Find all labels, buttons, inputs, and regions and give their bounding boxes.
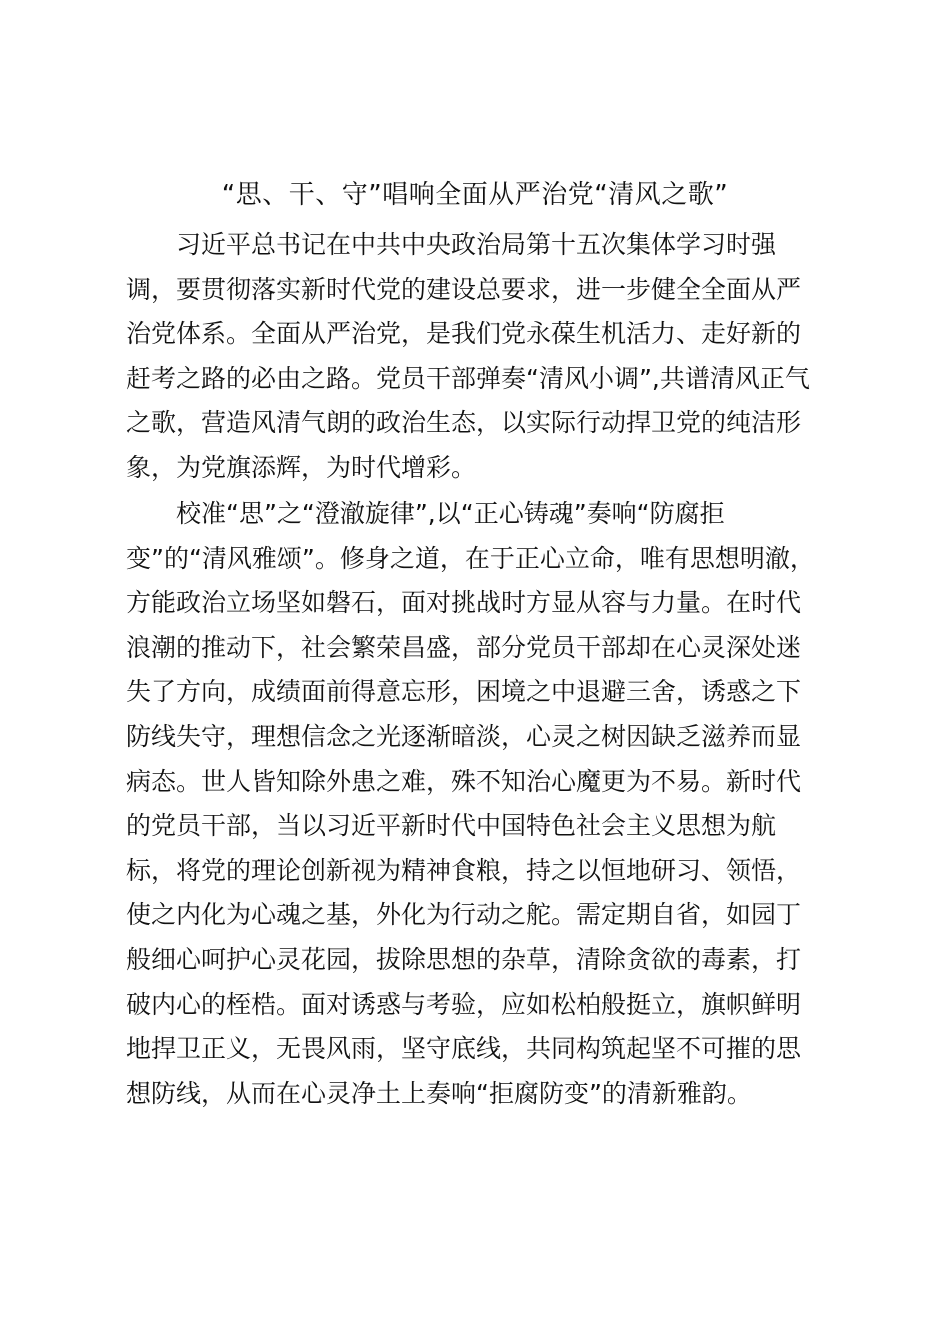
paragraph-line: 之歌，营造风清气朗的政治生态，以实际行动捍卫党的纯洁形 bbox=[126, 408, 802, 438]
paragraph-line: 防线失守，理想信念之光逐渐暗淡，心灵之树因缺乏滋养而显 bbox=[126, 721, 802, 751]
paragraph-line: 想防线，从而在心灵净土上奏响“拒腐防变”的清新雅韵。 bbox=[126, 1078, 752, 1108]
paragraph-line: 标，将党的理论创新视为精神食粮，持之以恒地研习、领悟， bbox=[126, 855, 802, 885]
paragraph-line: 浪潮的推动下，社会繁荣昌盛，部分党员干部却在心灵深处迷 bbox=[126, 632, 802, 662]
paragraph-line: 破内心的桎梏。面对诱惑与考验，应如松柏般挺立，旗帜鲜明 bbox=[126, 989, 802, 1019]
paragraph-line: 治党体系。全面从严治党，是我们党永葆生机活力、走好新的 bbox=[126, 319, 802, 349]
paragraph-line: 习近平总书记在中共中央政治局第十五次集体学习时强 bbox=[176, 230, 777, 259]
paragraph-line: 变”的“清风雅颂”。修身之道，在于正心立命，唯有思想明澈， bbox=[126, 543, 815, 573]
paragraph-line: 般细心呵护心灵花园，拔除思想的杂草，清除贪欲的毒素，打 bbox=[126, 944, 802, 974]
paragraph-line: 方能政治立场坚如磐石，面对挑战时方显从容与力量。在时代 bbox=[126, 588, 802, 618]
paragraph-2 bbox=[126, 492, 826, 1116]
paragraph-1 bbox=[126, 223, 826, 491]
paragraph-line: 校准“思”之“澄澈旋律”,以“正心铸魂”奏响“防腐拒 bbox=[176, 499, 725, 528]
paragraph-line: 赶考之路的必由之路。党员干部弹奏“清风小调”,共谱清风正气 bbox=[126, 363, 810, 393]
paragraph-line: 失了方向，成绩面前得意忘形，困境之中退避三舍，诱惑之下 bbox=[126, 677, 802, 707]
document-title: “思、干、守”唱响全面从严治党“清风之歌” bbox=[221, 180, 729, 210]
paragraph-line: 调，要贯彻落实新时代党的建设总要求，进一步健全全面从严 bbox=[126, 274, 802, 304]
paragraph-line: 使之内化为心魂之基，外化为行动之舵。需定期自省，如园丁 bbox=[126, 900, 802, 930]
paragraph-line: 病态。世人皆知除外患之难，殊不知治心魔更为不易。新时代 bbox=[126, 766, 802, 796]
paragraph-line: 地捍卫正义，无畏风雨，坚守底线，共同构筑起坚不可摧的思 bbox=[126, 1034, 802, 1064]
paragraph-line: 象，为党旗添辉，为时代增彩。 bbox=[126, 452, 477, 482]
paragraph-line: 的党员干部，当以习近平新时代中国特色社会主义思想为航 bbox=[126, 811, 777, 841]
